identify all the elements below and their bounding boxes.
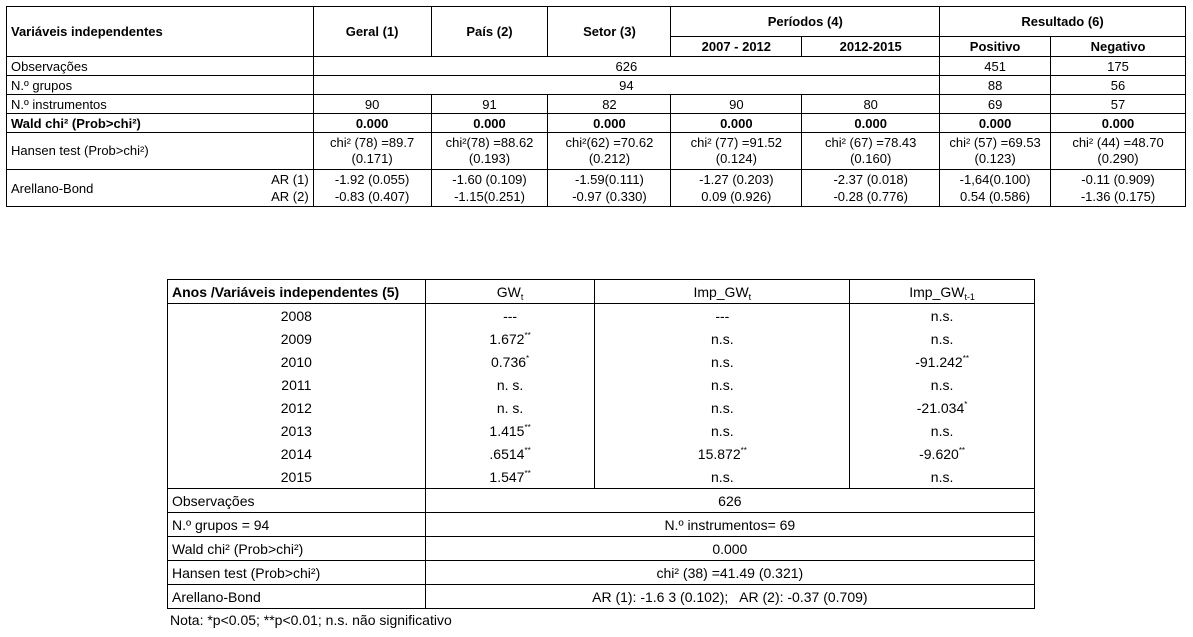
- imp-gw-lag-cell: [850, 396, 1035, 419]
- imp-gw-cell-value: 15.872: [697, 445, 741, 462]
- header-imp-gw-sub: t: [748, 291, 752, 302]
- imp-gw-cell-value: n.s.: [711, 353, 734, 370]
- imp-gw-lag-cell-value: n.s.: [930, 330, 954, 347]
- table-row: [168, 373, 1035, 396]
- gw-cell-value: 1.415: [489, 422, 525, 439]
- row-instrumentos: [7, 95, 1186, 114]
- hansen-cell: [802, 133, 940, 170]
- merged-value: 626: [425, 489, 1034, 513]
- ar1-value: -1.59(0.111): [574, 172, 644, 187]
- row-label: Hansen test (Prob>chi²): [7, 133, 314, 170]
- header-imp-gw: [595, 280, 850, 304]
- header-geral: Geral (1): [313, 7, 431, 57]
- imp-gw-cell-value: n.s.: [711, 330, 734, 347]
- header-imp-gw-lag: [850, 280, 1035, 304]
- ar-cell: [431, 170, 548, 207]
- hansen-cell: [548, 133, 671, 170]
- imp-gw-cell: [595, 373, 850, 396]
- header-imp-gw-base: Imp_GW: [693, 283, 749, 300]
- merged-value: chi² (38) =41.49 (0.321): [425, 561, 1034, 585]
- table-row: [168, 327, 1035, 350]
- imp-gw-cell-value: ---: [715, 307, 730, 324]
- merged-value: AR (1): -1.6 3 (0.102); AR (2): -0.37 (0.709): [425, 585, 1034, 609]
- cell: 90: [671, 95, 802, 114]
- row-label: Wald chi² (Prob>chi²): [7, 114, 314, 133]
- header-imp-gw-lag-base: Imp_GW: [909, 283, 965, 300]
- hansen-stat: chi² (77) =91.52: [690, 135, 783, 150]
- gw-cell: [425, 373, 595, 396]
- merged-value: 626: [313, 57, 939, 76]
- hansen-stat: chi² (78) =89.7: [330, 135, 415, 150]
- hansen-prob: (0.123): [974, 151, 1016, 166]
- cell-positivo: 451: [940, 57, 1051, 76]
- ar2-value: -1.15(0.251): [454, 189, 525, 204]
- header-gw: [425, 280, 595, 304]
- imp-gw-cell-significance: **: [740, 445, 747, 455]
- imp-gw-cell: [595, 419, 850, 442]
- imp-gw-cell: [595, 350, 850, 373]
- gw-cell: [425, 419, 595, 442]
- imp-gw-lag-cell: [850, 419, 1035, 442]
- row-label: Arellano-Bond: [11, 180, 94, 196]
- gw-cell-significance: **: [524, 445, 531, 455]
- header-setor: Setor (3): [548, 7, 671, 57]
- gw-cell-significance: *: [526, 353, 530, 363]
- cell: 90: [313, 95, 431, 114]
- row-label: Arellano-Bond: [168, 585, 426, 609]
- imp-gw-lag-cell-value: -9.620: [919, 445, 959, 462]
- row-arellano: [7, 170, 1186, 207]
- table2-year-rows: [168, 304, 1035, 489]
- ar2-label: AR (2): [271, 189, 309, 204]
- header-period-2: 2012-2015: [802, 37, 940, 57]
- merged-value: 94: [313, 76, 939, 95]
- gw-cell: [425, 327, 595, 350]
- header-gw-base: GW: [496, 283, 521, 300]
- header-imp-gw-lag-sub: t-1: [964, 291, 975, 302]
- year-cell-value: 2010: [280, 353, 312, 370]
- hansen-cell: [940, 133, 1051, 170]
- ar2-value: -0.83 (0.407): [334, 189, 410, 204]
- imp-gw-cell: [595, 465, 850, 489]
- table-row: [168, 419, 1035, 442]
- cell: 57: [1051, 95, 1186, 114]
- hansen-prob: (0.212): [588, 151, 631, 166]
- results-table-1: [6, 6, 1186, 207]
- ar-cell: [1051, 170, 1186, 207]
- hansen-prob: (0.160): [850, 151, 892, 166]
- ar-cell: [548, 170, 671, 207]
- gw-cell: [425, 465, 595, 489]
- table-row: [168, 350, 1035, 373]
- year-cell: [168, 304, 426, 328]
- results-table-2: [167, 279, 1035, 609]
- cell: 0.000: [313, 114, 431, 133]
- imp-gw-lag-cell-value: n.s.: [930, 376, 954, 393]
- ar1-value: -1.60 (0.109): [452, 172, 527, 187]
- hansen-prob: (0.124): [715, 151, 757, 166]
- row-label: N.º instrumentos: [7, 95, 314, 114]
- imp-gw-lag-cell-significance: **: [958, 445, 966, 455]
- imp-gw-lag-cell-significance: **: [962, 353, 969, 363]
- cell: 0.000: [671, 114, 802, 133]
- hansen-prob: (0.193): [468, 151, 511, 166]
- imp-gw-cell-value: n.s.: [711, 422, 734, 439]
- header-positivo: Positivo: [940, 37, 1051, 57]
- gw-cell-value: n. s.: [496, 376, 524, 393]
- cell-negativo: 56: [1051, 76, 1186, 95]
- header-years-variables: Anos /Variáveis independentes (5): [168, 280, 426, 304]
- imp-gw-cell-value: n.s.: [711, 468, 734, 485]
- hansen-cell: [1051, 133, 1186, 170]
- imp-gw-lag-cell: [850, 327, 1035, 350]
- table-row: [168, 465, 1035, 489]
- year-cell-value: 2008: [280, 307, 312, 324]
- row-wald: [168, 537, 1035, 561]
- imp-gw-lag-cell-value: n.s.: [930, 422, 954, 439]
- cell: 82: [548, 95, 671, 114]
- row-label: Observações: [7, 57, 314, 76]
- hansen-prob: (0.290): [1097, 151, 1139, 166]
- gw-cell: [425, 350, 595, 373]
- gw-cell-significance: **: [524, 468, 531, 478]
- row-label: N.º grupos: [7, 76, 314, 95]
- row-label: Hansen test (Prob>chi²): [168, 561, 426, 585]
- ar-cell: [313, 170, 431, 207]
- ar-labels: [271, 171, 309, 205]
- year-cell: [168, 465, 426, 489]
- ar-cell: [802, 170, 940, 207]
- cell: 0.000: [940, 114, 1051, 133]
- merged-value: N.º instrumentos= 69: [425, 513, 1034, 537]
- header-variables: Variáveis independentes: [7, 7, 314, 57]
- year-cell-value: 2011: [281, 376, 312, 393]
- gw-cell: [425, 442, 595, 465]
- header-period-1: 2007 - 2012: [671, 37, 802, 57]
- row-arellano: [168, 585, 1035, 609]
- imp-gw-cell: [595, 396, 850, 419]
- row-observacoes: [168, 489, 1035, 513]
- cell: 0.000: [802, 114, 940, 133]
- ar2-value: 0.09 (0.926): [701, 189, 772, 204]
- hansen-stat: chi² (57) =69.53: [949, 135, 1041, 150]
- ar1-value: -1.92 (0.055): [334, 172, 410, 187]
- row-wald: [7, 114, 1186, 133]
- year-cell: [168, 350, 426, 373]
- imp-gw-lag-cell: [850, 304, 1035, 328]
- gw-cell-value: 0.736: [490, 353, 527, 370]
- header-pais: País (2): [431, 7, 548, 57]
- ar-cell: [940, 170, 1051, 207]
- hansen-stat: chi²(78) =88.62: [445, 135, 534, 150]
- imp-gw-cell-value: n.s.: [711, 399, 734, 416]
- hansen-stat: chi² (44) =48.70: [1072, 135, 1164, 150]
- imp-gw-lag-cell-value: -21.034: [916, 399, 965, 416]
- ar1-value: -1,64(0.100): [959, 172, 1031, 187]
- ar2-value: -1.36 (0.175): [1080, 189, 1156, 204]
- year-cell: [168, 396, 426, 419]
- ar1-label: AR (1): [271, 172, 309, 187]
- imp-gw-cell-value: n.s.: [711, 376, 734, 393]
- gw-cell-value: 1.672: [489, 330, 525, 347]
- table-row: [168, 304, 1035, 328]
- gw-cell-value: .6514: [489, 445, 525, 462]
- row-grupos: [7, 76, 1186, 95]
- row-label: Observações: [168, 489, 426, 513]
- hansen-cell: [671, 133, 802, 170]
- gw-cell-significance: **: [524, 422, 531, 432]
- year-cell: [168, 442, 426, 465]
- year-cell: [168, 419, 426, 442]
- gw-cell-significance: **: [524, 330, 531, 340]
- imp-gw-lag-cell-value: n.s.: [930, 307, 954, 324]
- hansen-cell: [431, 133, 548, 170]
- row-hansen: [7, 133, 1186, 170]
- cell-negativo: 175: [1051, 57, 1186, 76]
- cell: 0.000: [431, 114, 548, 133]
- hansen-cell: [313, 133, 431, 170]
- footnote: Nota: *p<0.05; **p<0.01; n.s. não significativo: [170, 612, 452, 628]
- year-cell: [168, 327, 426, 350]
- arellano-label-cell: [7, 170, 314, 207]
- ar2-value: -0.97 (0.330): [572, 189, 647, 204]
- row-grupos: [168, 513, 1035, 537]
- row-label: Wald chi² (Prob>chi²): [168, 537, 426, 561]
- year-cell-value: 2013: [280, 422, 312, 439]
- gw-cell: [425, 304, 595, 328]
- ar-cell: [671, 170, 802, 207]
- imp-gw-lag-cell: [850, 350, 1035, 373]
- cell: 91: [431, 95, 548, 114]
- row-hansen: [168, 561, 1035, 585]
- gw-cell: [425, 396, 595, 419]
- ar2-value: -0.28 (0.776): [833, 189, 908, 204]
- hansen-prob: (0.171): [351, 151, 393, 166]
- gw-cell-value: n. s.: [496, 399, 524, 416]
- imp-gw-lag-cell: [850, 373, 1035, 396]
- year-cell-value: 2009: [280, 330, 312, 347]
- table-row: [168, 396, 1035, 419]
- row-observacoes: [7, 57, 1186, 76]
- table2-header: [168, 280, 1035, 304]
- imp-gw-cell: [595, 304, 850, 328]
- hansen-stat: chi²(62) =70.62: [565, 135, 654, 150]
- hansen-stat: chi² (67) =78.43: [824, 135, 917, 150]
- imp-gw-lag-cell: [850, 465, 1035, 489]
- merged-value: 0.000: [425, 537, 1034, 561]
- year-cell: [168, 373, 426, 396]
- imp-gw-lag-cell: [850, 442, 1035, 465]
- imp-gw-cell: [595, 327, 850, 350]
- header-resultado: Resultado (6): [940, 7, 1186, 37]
- imp-gw-lag-cell-value: n.s.: [930, 468, 954, 485]
- imp-gw-lag-cell-significance: *: [964, 399, 968, 409]
- imp-gw-cell: [595, 442, 850, 465]
- imp-gw-lag-cell-value: -91.242: [915, 353, 963, 370]
- cell-positivo: 88: [940, 76, 1051, 95]
- ar1-value: -0.11 (0.909): [1081, 172, 1155, 187]
- cell: 0.000: [548, 114, 671, 133]
- cell: 80: [802, 95, 940, 114]
- cell: 69: [940, 95, 1051, 114]
- gw-cell-value: 1.547: [489, 468, 525, 485]
- header-periodos: Períodos (4): [671, 7, 940, 37]
- year-cell-value: 2012: [280, 399, 312, 416]
- row-label: N.º grupos = 94: [168, 513, 426, 537]
- ar2-value: 0.54 (0.586): [960, 189, 1031, 204]
- gw-cell-value: ---: [503, 307, 518, 324]
- year-cell-value: 2015: [280, 468, 312, 485]
- cell: 0.000: [1051, 114, 1186, 133]
- ar1-value: -2.37 (0.018): [833, 172, 908, 187]
- table-row: [168, 442, 1035, 465]
- header-gw-sub: t: [520, 291, 524, 302]
- header-negativo: Negativo: [1051, 37, 1186, 57]
- ar1-value: -1.27 (0.203): [699, 172, 774, 187]
- year-cell-value: 2014: [280, 445, 312, 462]
